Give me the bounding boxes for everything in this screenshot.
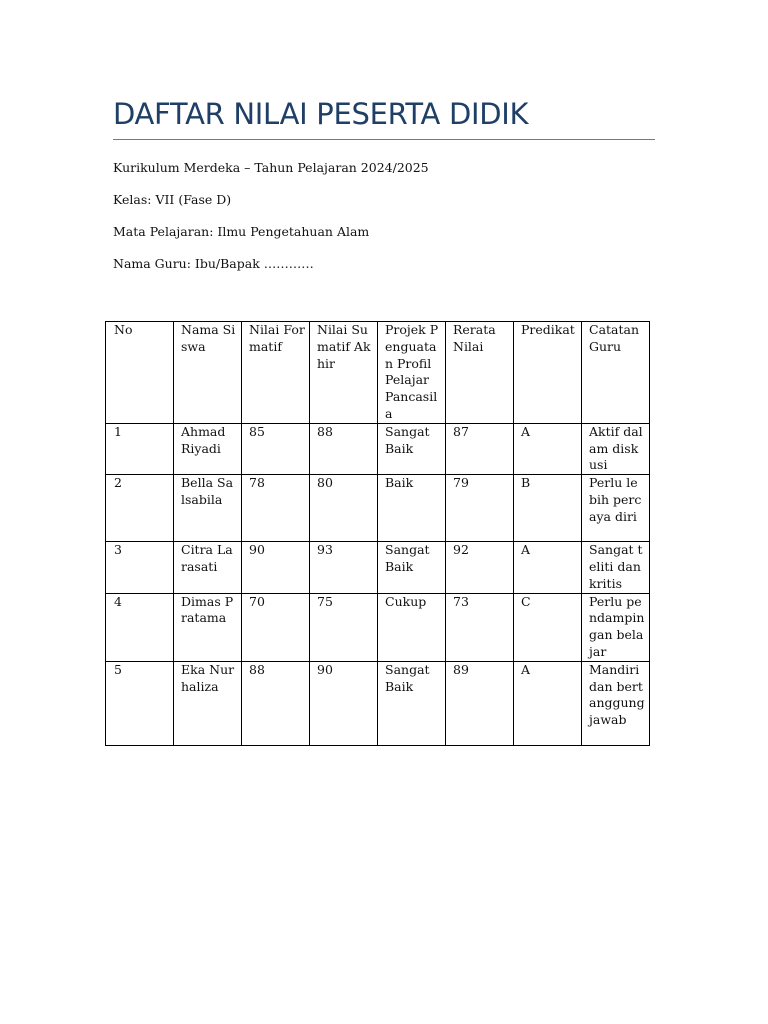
- cell-no: 5: [106, 661, 174, 745]
- cell-project: Sangat Baik: [378, 542, 446, 593]
- cell-predicate: B: [514, 475, 582, 542]
- class-line: Kelas: VII (Fase D): [113, 192, 232, 207]
- cell-student-name: Eka Nurhaliza: [174, 661, 242, 745]
- cell-formative: 90: [242, 542, 310, 593]
- table-row: [106, 475, 650, 542]
- cell-no: 4: [106, 593, 174, 661]
- cell-teacher-notes: Perlu pendampingan belajar: [582, 593, 650, 661]
- header-cell-teacher-notes: Catatan Guru: [582, 322, 650, 424]
- table-row: [106, 423, 650, 474]
- cell-teacher-notes: Aktif dalam diskusi: [582, 423, 650, 474]
- cell-no: 2: [106, 475, 174, 542]
- cell-summative: 75: [310, 593, 378, 661]
- cell-teacher-notes: Sangat teliti dan kritis: [582, 542, 650, 593]
- header-cell-formative: Nilai Formatif: [242, 322, 310, 424]
- header-cell-project: Projek Penguatan Profil Pelajar Pancasila: [378, 322, 446, 424]
- cell-summative: 88: [310, 423, 378, 474]
- cell-average: 89: [446, 661, 514, 745]
- cell-project: Sangat Baik: [378, 423, 446, 474]
- table-row: [106, 661, 650, 745]
- cell-average: 87: [446, 423, 514, 474]
- cell-predicate: A: [514, 661, 582, 745]
- cell-predicate: A: [514, 423, 582, 474]
- cell-formative: 88: [242, 661, 310, 745]
- cell-teacher-notes: Perlu lebih percaya diri: [582, 475, 650, 542]
- title-underline: [113, 139, 655, 140]
- cell-student-name: Bella Salsabila: [174, 475, 242, 542]
- table-row: [106, 542, 650, 593]
- cell-teacher-notes: Mandiri dan bertanggung jawab: [582, 661, 650, 745]
- cell-no: 1: [106, 423, 174, 474]
- document-title: DAFTAR NILAI PESERTA DIDIK: [113, 97, 529, 131]
- cell-project: Baik: [378, 475, 446, 542]
- cell-summative: 90: [310, 661, 378, 745]
- table-header-row: [106, 322, 650, 424]
- cell-student-name: Ahmad Riyadi: [174, 423, 242, 474]
- cell-no: 3: [106, 542, 174, 593]
- header-cell-average: Rerata Nilai: [446, 322, 514, 424]
- cell-student-name: Citra Larasati: [174, 542, 242, 593]
- cell-project: Cukup: [378, 593, 446, 661]
- cell-project: Sangat Baik: [378, 661, 446, 745]
- cell-formative: 70: [242, 593, 310, 661]
- cell-average: 92: [446, 542, 514, 593]
- curriculum-line: Kurikulum Merdeka – Tahun Pelajaran 2024/2025: [113, 160, 429, 175]
- cell-summative: 80: [310, 475, 378, 542]
- header-cell-student-name: Nama Siswa: [174, 322, 242, 424]
- cell-predicate: A: [514, 542, 582, 593]
- header-cell-no: No: [106, 322, 174, 424]
- teacher-line: Nama Guru: Ibu/Bapak …………: [113, 256, 314, 271]
- subject-line: Mata Pelajaran: Ilmu Pengetahuan Alam: [113, 224, 370, 239]
- cell-formative: 78: [242, 475, 310, 542]
- cell-student-name: Dimas Pratama: [174, 593, 242, 661]
- header-cell-summative: Nilai Sumatif Akhir: [310, 322, 378, 424]
- cell-summative: 93: [310, 542, 378, 593]
- grade-table: [105, 321, 650, 746]
- cell-formative: 85: [242, 423, 310, 474]
- table-row: [106, 593, 650, 661]
- header-cell-predicate: Predikat: [514, 322, 582, 424]
- cell-average: 79: [446, 475, 514, 542]
- cell-average: 73: [446, 593, 514, 661]
- cell-predicate: C: [514, 593, 582, 661]
